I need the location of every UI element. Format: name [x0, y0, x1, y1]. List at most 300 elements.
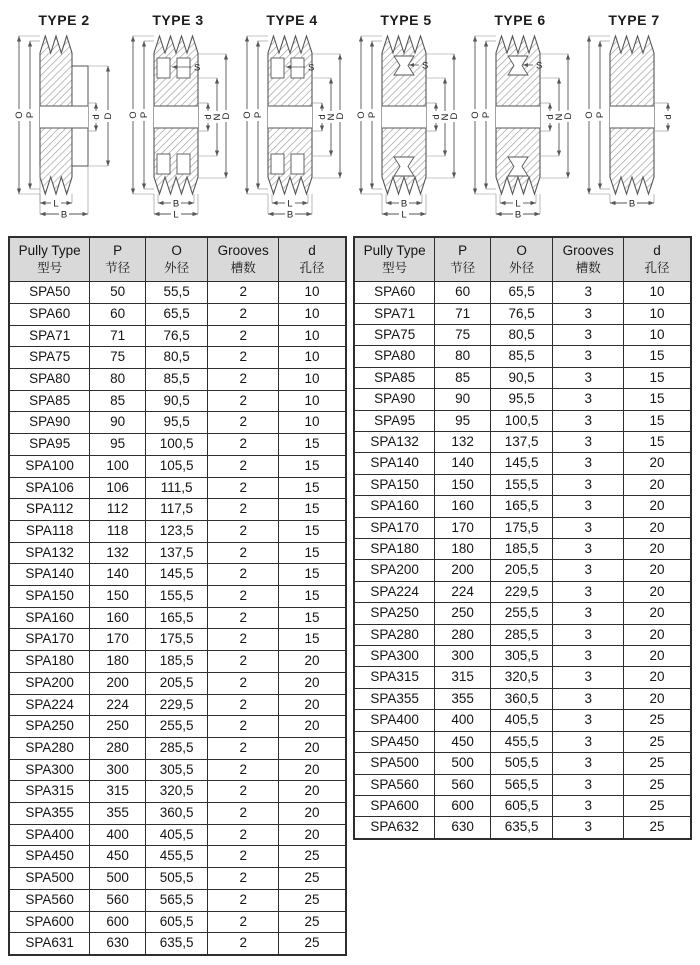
value-cell: 300	[435, 646, 491, 667]
table-row	[354, 731, 691, 752]
col-header	[208, 237, 279, 282]
value-cell: 15	[279, 499, 346, 521]
value-cell: 25	[624, 731, 691, 752]
value-cell: 95	[435, 410, 491, 431]
value-cell: 2	[208, 868, 279, 890]
value-cell: 2	[208, 347, 279, 369]
value-cell: 450	[90, 846, 146, 868]
model-cell: SPA112	[9, 499, 90, 521]
model-cell: SPA300	[354, 646, 435, 667]
table-row	[9, 803, 346, 825]
value-cell: 90,5	[490, 367, 552, 388]
model-cell: SPA140	[9, 564, 90, 586]
dimension-label: O	[470, 111, 481, 119]
value-cell: 505,5	[490, 753, 552, 774]
model-cell: SPA75	[354, 324, 435, 345]
value-cell: 10	[279, 347, 346, 369]
model-cell: SPA500	[354, 753, 435, 774]
value-cell: 3	[553, 817, 624, 839]
value-cell: 2	[208, 303, 279, 325]
model-cell: SPA80	[9, 368, 90, 390]
dimension-label: d	[545, 114, 556, 120]
value-cell: 105,5	[145, 455, 207, 477]
value-cell: 3	[553, 496, 624, 517]
value-cell: 3	[553, 581, 624, 602]
value-cell: 250	[90, 716, 146, 738]
value-cell: 50	[90, 282, 146, 304]
value-cell: 20	[624, 517, 691, 538]
value-cell: 315	[435, 667, 491, 688]
dimension-label: O	[14, 111, 25, 119]
model-cell: SPA85	[9, 390, 90, 412]
value-cell: 160	[435, 496, 491, 517]
value-cell: 20	[279, 716, 346, 738]
value-cell: 85,5	[145, 368, 207, 390]
table-row	[9, 520, 346, 542]
value-cell: 15	[624, 346, 691, 367]
value-cell: 10	[624, 303, 691, 324]
model-cell: SPA132	[9, 542, 90, 564]
value-cell: 400	[90, 824, 146, 846]
value-cell: 25	[279, 868, 346, 890]
diagram-title: TYPE 6	[494, 12, 546, 28]
value-cell: 3	[553, 324, 624, 345]
dimension-label: B	[400, 198, 408, 210]
value-cell: 75	[435, 324, 491, 345]
model-cell: SPA200	[9, 672, 90, 694]
value-cell: 112	[90, 499, 146, 521]
col-header-zh: 节径	[450, 260, 476, 275]
value-cell: 505,5	[145, 868, 207, 890]
diagram-type-4	[238, 4, 346, 222]
dimension-label: D	[335, 112, 346, 120]
value-cell: 2	[208, 629, 279, 651]
col-header-zh: 槽数	[575, 260, 601, 275]
value-cell: 3	[553, 517, 624, 538]
dimension-label: P	[595, 111, 606, 119]
value-cell: 85	[435, 367, 491, 388]
value-cell: 560	[90, 889, 146, 911]
value-cell: 25	[624, 817, 691, 839]
value-cell: 20	[624, 474, 691, 495]
dimension-label: S	[194, 62, 201, 74]
value-cell: 500	[90, 868, 146, 890]
dimension-label: B	[60, 209, 68, 221]
value-cell: 3	[553, 539, 624, 560]
model-cell: SPA140	[354, 453, 435, 474]
value-cell: 2	[208, 412, 279, 434]
value-cell: 2	[208, 564, 279, 586]
dimension-label: N	[440, 113, 451, 121]
value-cell: 2	[208, 911, 279, 933]
col-header	[279, 237, 346, 282]
value-cell: 15	[279, 586, 346, 608]
value-cell: 320,5	[145, 781, 207, 803]
table-row	[9, 759, 346, 781]
value-cell: 3	[553, 453, 624, 474]
value-cell: 15	[279, 434, 346, 456]
value-cell: 3	[553, 560, 624, 581]
model-cell: SPA85	[354, 367, 435, 388]
value-cell: 2	[208, 499, 279, 521]
value-cell: 80,5	[490, 324, 552, 345]
value-cell: 15	[624, 389, 691, 410]
value-cell: 3	[553, 774, 624, 795]
value-cell: 15	[279, 564, 346, 586]
value-cell: 2	[208, 325, 279, 347]
table-row	[354, 453, 691, 474]
value-cell: 500	[435, 753, 491, 774]
table-row	[9, 694, 346, 716]
table-row	[354, 774, 691, 795]
value-cell: 95,5	[490, 389, 552, 410]
value-cell: 123,5	[145, 520, 207, 542]
col-header	[9, 237, 90, 282]
model-cell: SPA160	[354, 496, 435, 517]
diagram-title: TYPE 3	[152, 12, 204, 28]
header-row	[9, 237, 346, 282]
model-cell: SPA75	[9, 347, 90, 369]
table-row	[9, 586, 346, 608]
dimension-label: L	[173, 209, 179, 221]
dimension-label: O	[242, 111, 253, 119]
diagram-title: TYPE 4	[266, 12, 318, 28]
table-row	[9, 868, 346, 890]
value-cell: 2	[208, 889, 279, 911]
value-cell: 20	[624, 667, 691, 688]
value-cell: 305,5	[145, 759, 207, 781]
value-cell: 71	[90, 325, 146, 347]
value-cell: 2	[208, 651, 279, 673]
col-header-zh: 孔径	[644, 260, 670, 275]
value-cell: 600	[90, 911, 146, 933]
value-cell: 3	[553, 731, 624, 752]
dimension-label: N	[326, 113, 337, 121]
value-cell: 2	[208, 759, 279, 781]
value-cell: 2	[208, 586, 279, 608]
value-cell: 20	[624, 688, 691, 709]
diagram-title: TYPE 7	[608, 12, 660, 28]
value-cell: 25	[624, 753, 691, 774]
dimension-label: O	[584, 111, 595, 119]
diagram-title: TYPE 5	[380, 12, 432, 28]
value-cell: 10	[279, 368, 346, 390]
table-row	[9, 889, 346, 911]
value-cell: 630	[90, 933, 146, 955]
value-cell: 80,5	[145, 347, 207, 369]
dimension-label: O	[128, 111, 139, 119]
table-row	[9, 846, 346, 868]
value-cell: 2	[208, 933, 279, 955]
table-row	[354, 710, 691, 731]
value-cell: 2	[208, 434, 279, 456]
model-cell: SPA150	[9, 586, 90, 608]
table-row	[9, 781, 346, 803]
table-row	[354, 346, 691, 367]
col-header-zh: 型号	[37, 260, 63, 275]
dimension-label: d	[431, 114, 442, 120]
model-cell: SPA450	[9, 846, 90, 868]
model-cell: SPA300	[9, 759, 90, 781]
value-cell: 630	[435, 817, 491, 839]
dimension-label: B	[286, 209, 294, 221]
model-cell: SPA100	[9, 455, 90, 477]
dimension-label: D	[449, 112, 460, 120]
value-cell: 20	[279, 759, 346, 781]
value-cell: 100	[90, 455, 146, 477]
value-cell: 3	[553, 389, 624, 410]
table-row	[9, 325, 346, 347]
table-row	[354, 410, 691, 431]
diagram-title: TYPE 2	[38, 12, 90, 28]
pulley-section-drawing	[580, 28, 688, 222]
table-row	[354, 324, 691, 345]
value-cell: 15	[279, 477, 346, 499]
col-header	[553, 237, 624, 282]
col-header-en: Grooves	[562, 243, 614, 258]
table-row	[354, 474, 691, 495]
value-cell: 76,5	[490, 303, 552, 324]
model-cell: SPA170	[354, 517, 435, 538]
model-cell: SPA632	[354, 817, 435, 839]
model-cell: SPA500	[9, 868, 90, 890]
table-row	[9, 477, 346, 499]
dimension-label: d	[203, 114, 214, 120]
table-row	[354, 795, 691, 816]
value-cell: 250	[435, 603, 491, 624]
value-cell: 155,5	[490, 474, 552, 495]
col-header-zh: 孔径	[299, 260, 325, 275]
value-cell: 2	[208, 390, 279, 412]
pulley-section-drawing	[10, 28, 118, 222]
table-row	[354, 753, 691, 774]
value-cell: 180	[435, 539, 491, 560]
value-cell: 2	[208, 781, 279, 803]
table-row	[354, 282, 691, 303]
value-cell: 600	[435, 795, 491, 816]
value-cell: 137,5	[490, 432, 552, 453]
table-row	[9, 607, 346, 629]
value-cell: 137,5	[145, 542, 207, 564]
value-cell: 455,5	[490, 731, 552, 752]
model-cell: SPA355	[354, 688, 435, 709]
value-cell: 25	[624, 774, 691, 795]
table-row	[354, 367, 691, 388]
table-row	[354, 667, 691, 688]
spa-2groove-table	[8, 236, 347, 956]
value-cell: 15	[624, 410, 691, 431]
table-row	[9, 282, 346, 304]
table-row	[354, 539, 691, 560]
value-cell: 2	[208, 716, 279, 738]
value-cell: 132	[90, 542, 146, 564]
dimension-label: d	[317, 114, 328, 120]
value-cell: 3	[553, 282, 624, 303]
table-row	[9, 499, 346, 521]
value-cell: 95	[90, 434, 146, 456]
dimension-label: N	[554, 113, 565, 121]
dimension-label: N	[212, 113, 223, 121]
value-cell: 300	[90, 759, 146, 781]
table-row	[354, 389, 691, 410]
value-cell: 305,5	[490, 646, 552, 667]
model-cell: SPA400	[354, 710, 435, 731]
table-row	[9, 629, 346, 651]
diagram-type-7	[580, 4, 688, 222]
value-cell: 605,5	[145, 911, 207, 933]
value-cell: 145,5	[490, 453, 552, 474]
model-cell: SPA631	[9, 933, 90, 955]
table-row	[354, 303, 691, 324]
value-cell: 3	[553, 303, 624, 324]
value-cell: 2	[208, 477, 279, 499]
pulley-section-drawing	[352, 28, 460, 222]
dimension-label: L	[401, 209, 407, 221]
value-cell: 140	[90, 564, 146, 586]
model-cell: SPA95	[9, 434, 90, 456]
value-cell: 20	[624, 646, 691, 667]
diagram-type-5	[352, 4, 460, 222]
model-cell: SPA150	[354, 474, 435, 495]
pulley-section-drawing	[238, 28, 346, 222]
table-row	[354, 817, 691, 839]
model-cell: SPA600	[354, 795, 435, 816]
value-cell: 90	[90, 412, 146, 434]
model-cell: SPA132	[354, 432, 435, 453]
dimension-label: O	[356, 111, 367, 119]
col-header-zh: 外径	[509, 260, 535, 275]
value-cell: 25	[624, 795, 691, 816]
model-cell: SPA280	[9, 737, 90, 759]
value-cell: 320,5	[490, 667, 552, 688]
model-cell: SPA280	[354, 624, 435, 645]
value-cell: 25	[279, 933, 346, 955]
model-cell: SPA200	[354, 560, 435, 581]
value-cell: 75	[90, 347, 146, 369]
table-row	[9, 911, 346, 933]
col-header	[354, 237, 435, 282]
value-cell: 3	[553, 667, 624, 688]
value-cell: 170	[90, 629, 146, 651]
value-cell: 2	[208, 520, 279, 542]
col-header-en: Grooves	[217, 243, 269, 258]
value-cell: 20	[279, 781, 346, 803]
dimension-label: D	[221, 112, 232, 120]
value-cell: 80	[90, 368, 146, 390]
value-cell: 85	[90, 390, 146, 412]
value-cell: 405,5	[145, 824, 207, 846]
col-header	[90, 237, 146, 282]
value-cell: 20	[279, 672, 346, 694]
model-cell: SPA180	[9, 651, 90, 673]
model-cell: SPA71	[9, 325, 90, 347]
value-cell: 2	[208, 737, 279, 759]
value-cell: 185,5	[145, 651, 207, 673]
value-cell: 3	[553, 753, 624, 774]
spa-3groove-table	[353, 236, 692, 840]
value-cell: 118	[90, 520, 146, 542]
value-cell: 360,5	[145, 803, 207, 825]
value-cell: 20	[624, 603, 691, 624]
value-cell: 25	[624, 710, 691, 731]
value-cell: 2	[208, 672, 279, 694]
dimension-label: P	[481, 111, 492, 119]
header-row	[354, 237, 691, 282]
value-cell: 132	[435, 432, 491, 453]
table-row	[9, 824, 346, 846]
value-cell: 229,5	[145, 694, 207, 716]
table-row	[354, 496, 691, 517]
col-header-en: P	[113, 243, 123, 258]
col-header-zh: 槽数	[230, 260, 256, 275]
table-row	[9, 347, 346, 369]
value-cell: 10	[279, 282, 346, 304]
value-cell: 85,5	[490, 346, 552, 367]
value-cell: 155,5	[145, 586, 207, 608]
model-cell: SPA315	[354, 667, 435, 688]
dimension-label: P	[367, 111, 378, 119]
value-cell: 3	[553, 795, 624, 816]
col-header-zh: 外径	[164, 260, 190, 275]
pulley-type-diagrams	[0, 0, 700, 226]
value-cell: 165,5	[145, 607, 207, 629]
value-cell: 10	[279, 325, 346, 347]
diagram-type-3	[124, 4, 232, 222]
value-cell: 15	[279, 629, 346, 651]
table-row	[9, 716, 346, 738]
table-row	[354, 688, 691, 709]
table-row	[9, 737, 346, 759]
model-cell: SPA224	[354, 581, 435, 602]
value-cell: 3	[553, 688, 624, 709]
table-row	[354, 581, 691, 602]
model-cell: SPA118	[9, 520, 90, 542]
col-header	[435, 237, 491, 282]
dimension-label: L	[515, 198, 521, 210]
dimension-label: d	[663, 114, 674, 120]
model-cell: SPA224	[9, 694, 90, 716]
value-cell: 355	[90, 803, 146, 825]
pulley-section-drawing	[124, 28, 232, 222]
value-cell: 3	[553, 646, 624, 667]
value-cell: 160	[90, 607, 146, 629]
value-cell: 15	[279, 520, 346, 542]
value-cell: 15	[279, 607, 346, 629]
value-cell: 2	[208, 542, 279, 564]
model-cell: SPA50	[9, 282, 90, 304]
table-row	[354, 624, 691, 645]
model-cell: SPA560	[9, 889, 90, 911]
model-cell: SPA60	[354, 282, 435, 303]
value-cell: 90,5	[145, 390, 207, 412]
value-cell: 2	[208, 607, 279, 629]
value-cell: 180	[90, 651, 146, 673]
value-cell: 15	[624, 432, 691, 453]
value-cell: 15	[624, 367, 691, 388]
value-cell: 55,5	[145, 282, 207, 304]
col-header-en: P	[458, 243, 468, 258]
value-cell: 10	[279, 412, 346, 434]
model-cell: SPA400	[9, 824, 90, 846]
value-cell: 150	[435, 474, 491, 495]
value-cell: 20	[624, 496, 691, 517]
table-row	[9, 455, 346, 477]
col-header	[490, 237, 552, 282]
value-cell: 100,5	[490, 410, 552, 431]
table-row	[354, 432, 691, 453]
value-cell: 3	[553, 432, 624, 453]
value-cell: 10	[624, 282, 691, 303]
